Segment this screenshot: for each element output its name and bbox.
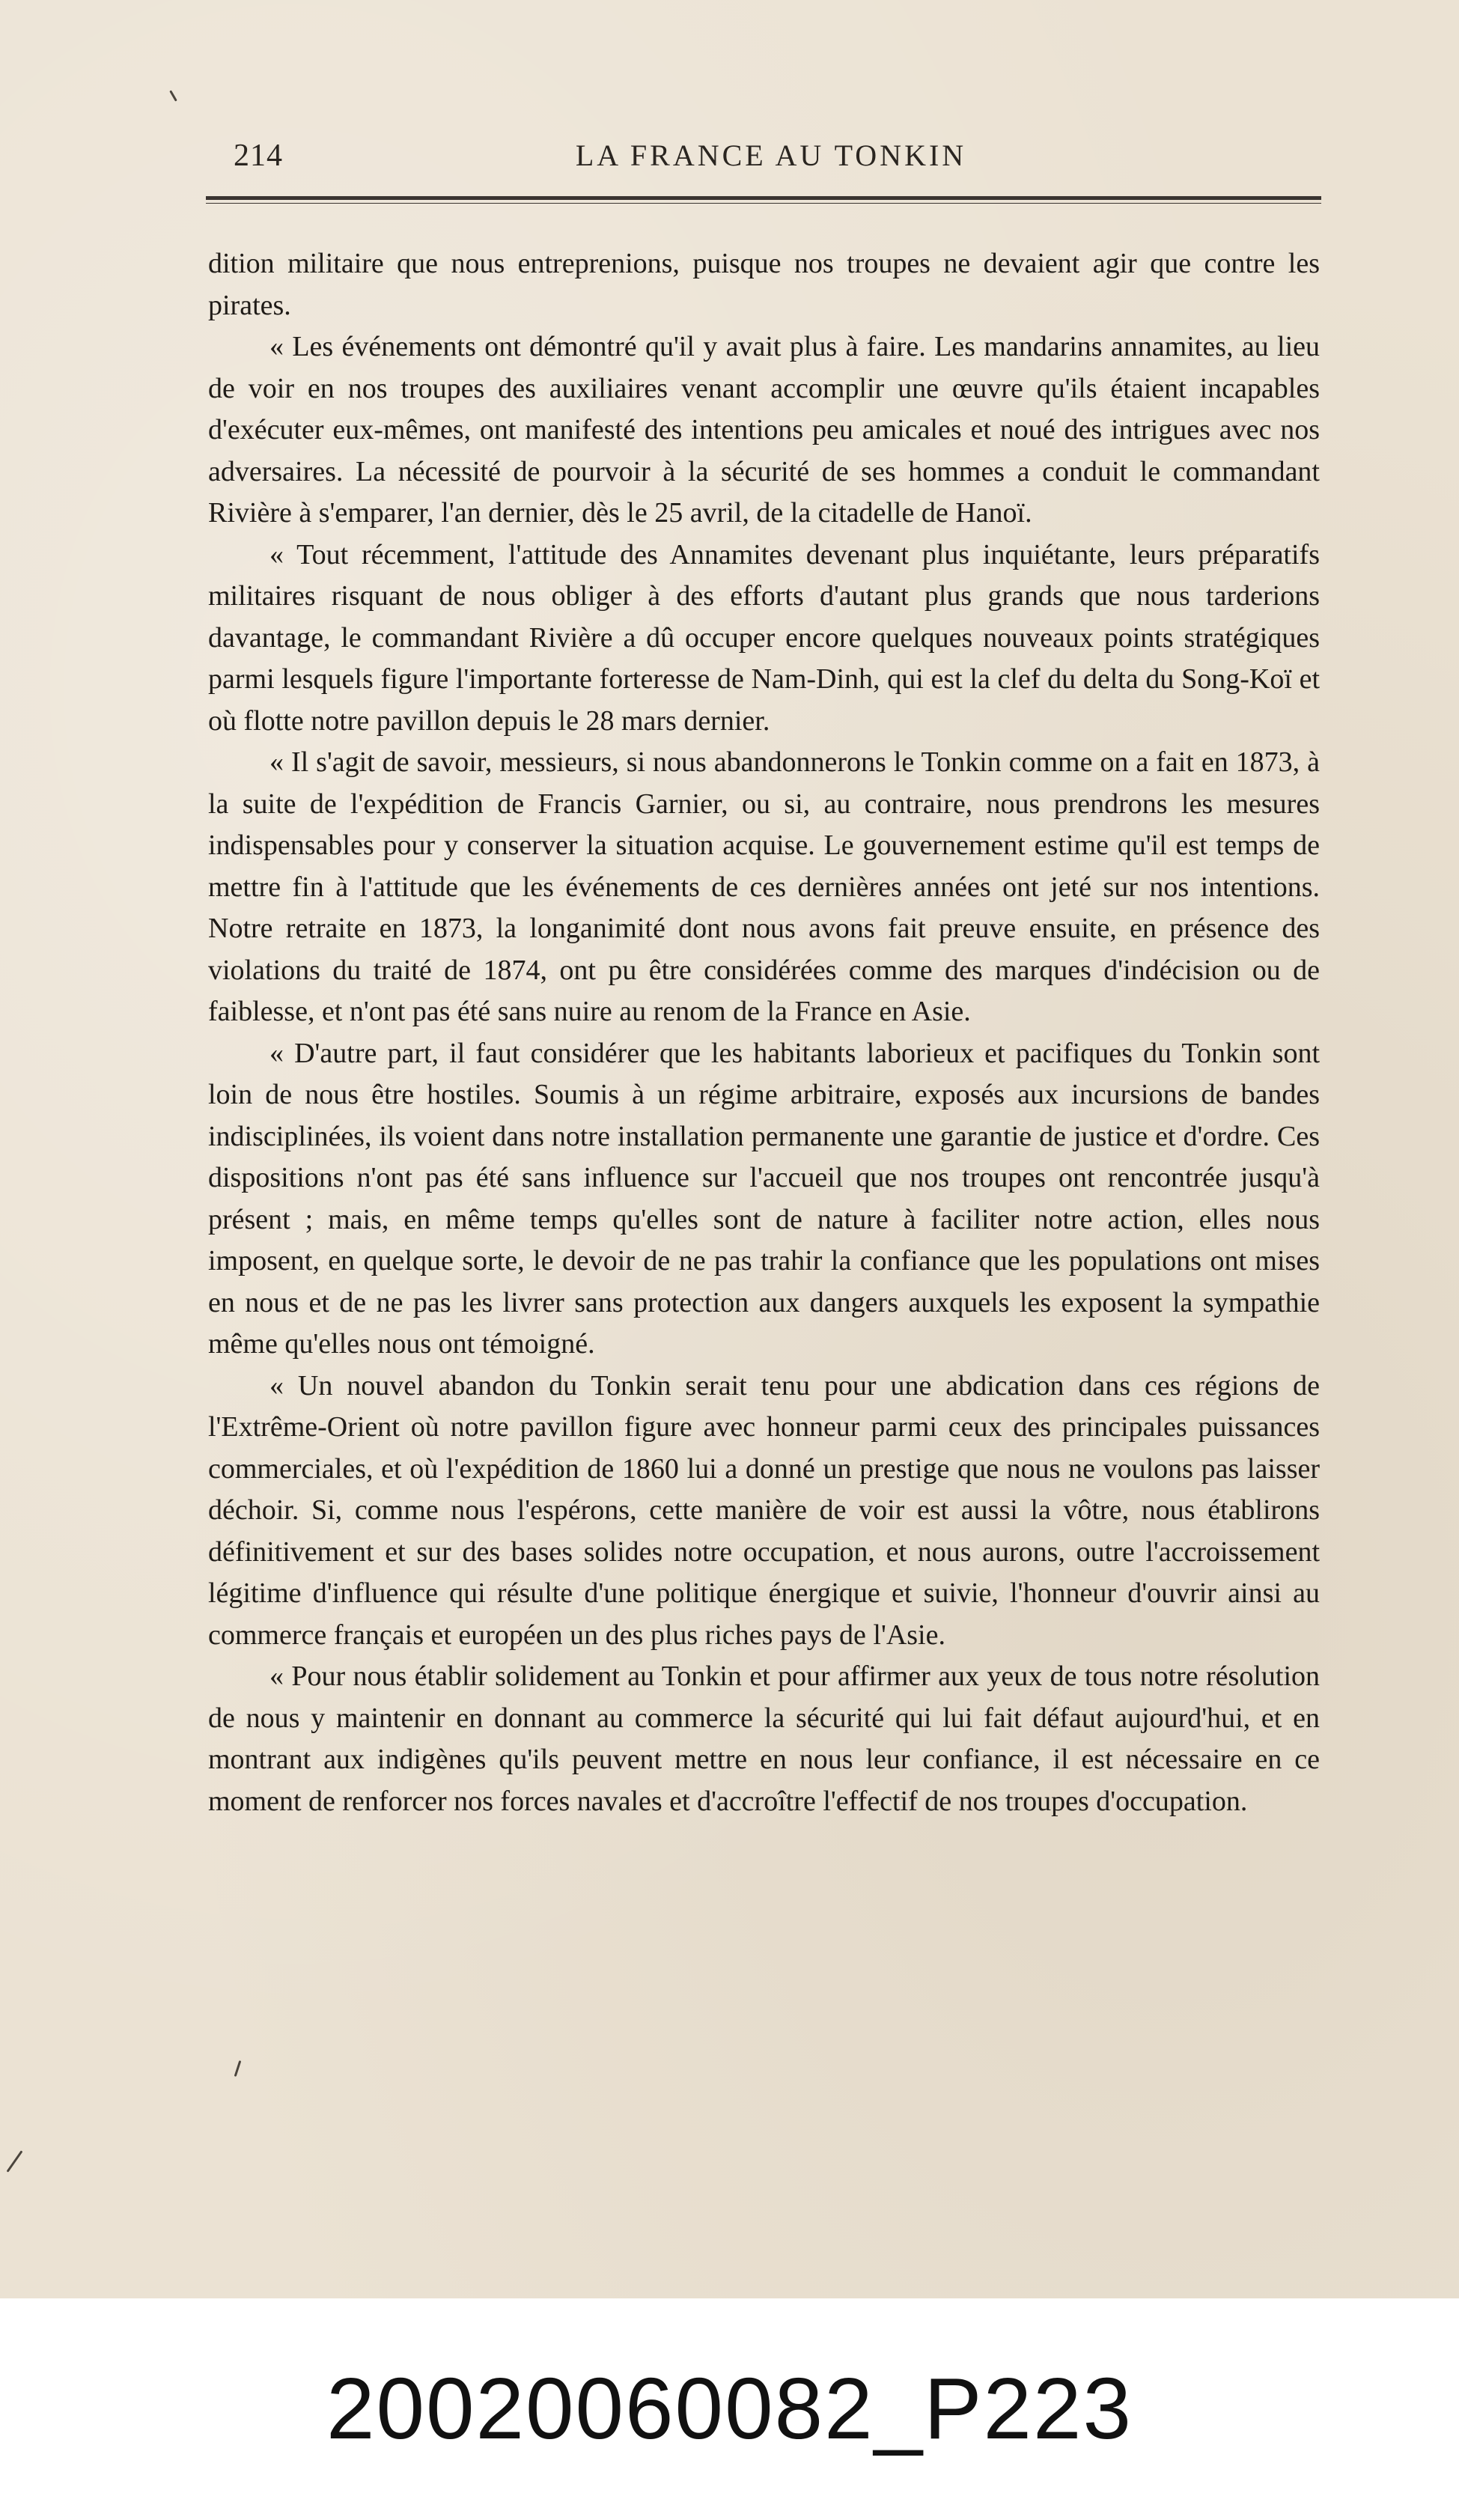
book-title: LA FRANCE AU TONKIN xyxy=(575,139,967,172)
scan-id-label: 20020060082_P223 xyxy=(326,2360,1133,2457)
pen-mark xyxy=(7,2150,23,2173)
paragraph: « Tout récemment, l'attitude des Annamites devenant plus inquiétante, leurs préparatifs militaires risquant de nous obliger à des efforts d'autant plus grands que nous tarderions davantage, le commandant Rivière a dû occuper encore quelques nouveaux points stratégiques parmi lesquels figure l'importante forteresse de Nam-Dinh, qui est la clef du delta du Song-Koï et où flotte notre pavillon depuis le 28 mars dernier. xyxy=(208,538,1320,737)
paragraph: « D'autre part, il faut considérer que les habitants laborieux et pacifiques du Tonkin sont loin de nous être hostiles. Soumis à un régime arbitraire, exposés aux incursions de bandes indisciplinées, ils voient dans notre installation permanente une garantie de justice et d'ordre. Ces dispositions n'ont pas été sans influence sur l'accueil que nos troupes ont rencontrée jusqu'à présent ; mais, en même temps qu'elles sont de nature à faciliter notre action, elles nous imposent, en quelque sorte, le devoir de ne pas trahir la confiance que les populations ont mises en nous et de ne pas les livrer sans protection aux dangers auxquels les exposent la sympathie même qu'elles nous ont témoigné. xyxy=(208,1037,1320,1360)
header-rule xyxy=(206,196,1321,204)
page-number: 214 xyxy=(234,139,283,173)
paragraph: « Les événements ont démontré qu'il y avait plus à faire. Les mandarins annamites, au lieu de voir en nos troupes des auxiliaires venant accomplir une œuvre qu'ils étaient incapables d'exécuter eux-mêmes, ont manifesté des intentions peu amicales et noué des intrigues avec nos adversaires. La nécessité de pourvoir à la sécurité de ses hommes a conduit le commandant Rivière à s'emparer, l'an dernier, dès le 25 avril, de la citadelle de Hanoï. xyxy=(208,331,1320,529)
paragraph: « Pour nous établir solidement au Tonkin et pour affirmer aux yeux de tous notre résolution de nous y maintenir en donnant au commerce la sécurité qui lui fait défaut aujourd'hui, et en montrant aux indigènes qu'ils peuvent mettre en nous leur confiance, il est nécessaire en ce moment de renforcer nos forces navales et d'accroître l'effectif de nos troupes d'occupation. xyxy=(208,1661,1320,1817)
pen-mark xyxy=(169,90,177,101)
body-text xyxy=(208,243,1320,1822)
scan-footer xyxy=(0,2298,1459,2520)
paragraph: « Il s'agit de savoir, messieurs, si nous abandonnerons le Tonkin comme on a fait en 1873, à la suite de l'expédition de Francis Garnier, ou si, au contraire, nous prendrons les mesures indispensables pour y conserver la situation acquise. Le gouvernement estime qu'il est temps de mettre fin à l'attitude que les événements de ces dernières années ont jeté sur nos intentions. Notre retraite en 1873, la longanimité dont nous avons fait preuve ensuite, en présence des violations du traité de 1874, ont pu être considérées comme des marques d'indécision ou de faiblesse, et n'ont pas été sans nuire au renom de la France en Asie. xyxy=(208,746,1320,1027)
paragraph: dition militaire que nous entreprenions, puisque nos troupes ne devaient agir que contre les pirates. xyxy=(208,248,1320,321)
running-head xyxy=(225,135,1318,180)
pen-mark xyxy=(234,2060,242,2077)
paragraph: « Un nouvel abandon du Tonkin serait tenu pour une abdication dans ces régions de l'Extrême-Orient où notre pavillon figure avec honneur parmi ceux des principales puissances commerciales, et où l'expédition de 1860 lui a donné un prestige que nous ne voulons pas laisser déchoir. Si, comme nous l'espérons, cette manière de voir est aussi la vôtre, nous établirons définitivement et sur des bases solides notre occupation, et nous aurons, outre l'accroissement légitime d'influence qui résulte d'une politique énergique et suivie, l'honneur d'ouvrir ainsi au commerce français et européen un des plus riches pays de l'Asie. xyxy=(208,1369,1320,1651)
